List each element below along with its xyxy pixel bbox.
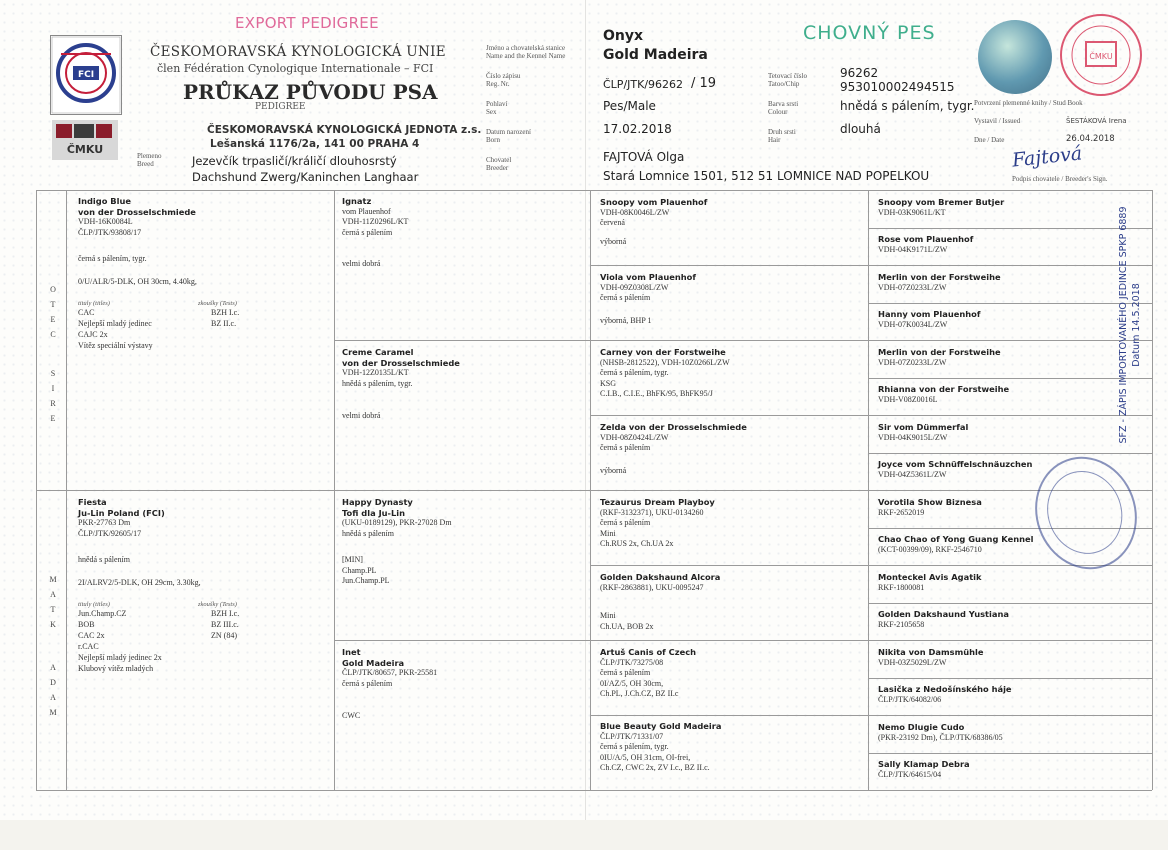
dam-reg-2: ČLP/JTK/92605/17 [78,528,142,538]
sire-reg-1: VDH-16K0084L [78,217,133,226]
fci-logo-text: FCI [77,70,95,80]
dam-name-1: Fiesta [78,497,107,507]
gen3-titles: Ch.PL, J.Ch.CZ, BZ II.c [600,689,679,698]
sire-exam-1: BZH I.c. [211,308,240,317]
sire-title-3: CAJC 2x [78,330,108,339]
sex-value: Pes/Male [603,99,656,113]
gen2-title-2: Jun.Champ.PL [342,576,390,585]
gen3-titles: Ch.UA, BOB 2x [600,621,654,631]
gen4-name: Sir vom Dümmerfal [878,422,969,432]
gen3-colour: černá s pálením [600,518,651,527]
dam-name-2: Ju-Lin Poland (FCI) [78,507,165,518]
breed-en: Dachshund Zwerg/Kaninchen Langhaar [192,170,419,184]
gen3-name: Artuš Canis of Czech [600,647,697,657]
gen4-reg: RKF-1800081 [878,582,925,592]
gen3-name: Blue Beauty Gold Madeira [600,721,722,731]
grid-right [1152,190,1153,790]
gen3-reg: ČLP/JTK/71331/07 [600,731,664,741]
gen4-name: Rhianna von der Forstweihe [878,384,1010,394]
stud-book-stamp [1060,14,1142,96]
issue-date: 26.04.2018 [1066,134,1115,144]
grid-gen2-row3 [334,640,1152,641]
import-registration-stamp: SFZ - ZÁPIS IMPORTOVANÉHO JEDINCE SPKP 6889 Datum 14.5.2018 [1118,206,1142,444]
dam-exam-3: ZN (84) [211,631,237,640]
reg-label: Číslo zápisu Reg. Nr. [486,72,521,88]
cmku-logo [52,120,118,160]
dam-title-4: r.CAC [78,642,99,651]
gen3-reg: ČLP/JTK/73275/08 [600,657,664,667]
gen4-name: Golden Dakshaund Yustiana [878,609,1009,619]
chip-number: 953010002494515 [840,80,955,94]
gen2-colour: černá s pálením [342,678,393,688]
club-address: Lešanská 1176/2a, 141 00 PRAHA 4 [210,138,420,150]
gen4-name: Snoopy vom Bremer Butjer [878,197,1005,207]
gen2-reg: VDH-11Z0296L/KT [342,217,409,226]
breeder-address: Stará Lomnice 1501, 512 51 LOMNICE NAD POPELKOU [603,169,930,183]
gen4-reg: VDH-07Z0233L/ZW [878,357,947,367]
gen4-reg: RKF-2652019 [878,507,925,517]
sire-title-2: Nejlepší mladý jedinec [78,319,152,328]
gen4-name: Nikita von Damsmühle [878,647,984,657]
gen2-rating: CWC [342,711,361,720]
gen4-reg: VDH-07K0034L/ZW [878,319,948,329]
union-name: ČESKOMORAVSKÁ KYNOLOGICKÁ UNIE [150,44,446,60]
gen3-reg: (NHSB-2812522), VDH-10Z0266L/ZW [600,357,730,367]
gen3-titles: Ch.RUS 2x, Ch.UA 2x [600,539,674,548]
dam-titles-label: tituly (titles) [78,601,110,608]
gen4-name: Chao Chao of Yong Guang Kennel [878,534,1034,544]
sire-exams-label: zkoušky (Tests) [198,300,237,307]
breed-cz: Jezevčík trpasličí/králičí dlouhosrstý [192,154,397,168]
gen3-cell [600,497,862,550]
gen3-titles: Ch.CZ, CWC 2x, ZV I.c., BZ II.c. [600,763,710,772]
dam-title-3: CAC 2x [78,631,105,640]
gen3-info: 0I/AZ/5, OH 30cm, [600,678,664,688]
gen4-name: Lasička z Nedošínského háje [878,684,1012,694]
sire-name-1: Indigo Blue [78,196,132,206]
gen4-name: Hanny vom Plauenhof [878,309,981,319]
grid-gen3-r3 [590,415,1152,416]
gen3-cell [600,197,862,247]
gen2-kennel: Gold Madeira [342,657,405,668]
stud-book-confirmation-label: Potvrzení plemenné knihy / Stud Book [974,99,1083,107]
colour-value: hnědá s pálením, tygr. [840,99,975,113]
grid-gen4-1 [868,228,1152,229]
grid-gen4-3 [868,303,1152,304]
gen4-cell [878,647,1148,668]
birth-date: 17.02.2018 [603,122,672,136]
gen3-name: Snoopy vom Plauenhof [600,197,708,207]
grid-bottom [36,790,1152,791]
signature-label: Podpis chovatele / Breeder's Sign. [1012,175,1108,183]
dam-cell [78,497,328,690]
colour-label: Barva srsti Colour [768,100,799,116]
gen2-reg: (UKU-0189129), PKR-27028 Dm [342,518,452,527]
gen3-reg: VDH-08Z0424L/ZW [600,432,669,442]
gen2-name: Inet [342,647,361,657]
gen3-colour: černá s pálením [600,443,651,452]
cmku-logo-text: ČMKU [66,143,104,156]
fci-membership: člen Fédération Cynologique Internationale – FCI [157,62,434,75]
grid-gen3-r1 [590,265,1152,266]
dam-exams-label: zkoušky (Tests) [198,601,237,608]
sire-health: 0/U/ALR/5-DLK, OH 30cm, 4.40kg, [78,276,197,286]
gen4-reg: (PKR-23192 Dm), ČLP/JTK/68386/05 [878,732,1003,742]
gen3-name: Zelda von der Drosselschmiede [600,422,747,432]
sire-title-4: Vítěz speciální výstavy [78,341,153,350]
dam-exam-2: BZ III.c. [211,620,239,629]
gen2-extra: [MIN] [342,555,363,564]
gen4-reg: ČLP/JTK/64082/06 [878,694,942,704]
gen2-name: Happy Dynasty [342,497,413,507]
date-label: Dne / Date [974,136,1005,144]
gen4-cell [878,347,1148,368]
gen2-title-1: Champ.PL [342,565,377,575]
gen3-titles: C.I.B., C.I.E., BhFK/95, BhFK95/J [600,389,713,398]
gen4-reg: VDH-04K9171L/ZW [878,244,948,254]
grid-gen4-15 [868,753,1152,754]
dam-title-2: BOB [78,620,95,629]
gen2-reg: VDH-12Z0135L/KT [342,368,409,377]
gen2-name: Ignatz [342,196,372,206]
gen3-info: Mini [600,611,616,620]
issued-label: Vystavil / Issued [974,117,1021,125]
sire-colour: černá s pálením, tygr. [78,254,147,263]
grid-gen4-5 [868,378,1152,379]
gen2-colour: černá s pálením [342,227,393,237]
hair-label: Druh srsti Hair [768,128,796,144]
dog-name-line2: Gold Madeira [603,47,708,63]
gen4-reg: (KCT-00399/09), RKF-2546710 [878,544,982,554]
gen3-reg: (RKF-2863881), UKU-0095247 [600,582,704,592]
sire-titles-label: tituly (titles) [78,300,110,307]
gen4-cell [878,572,1148,593]
gen3-info: Mini [600,528,616,538]
gen4-reg: VDH-03Z5029L/ZW [878,657,947,667]
grid-gen3-r5 [590,565,1152,566]
gen3-info: 0IU/A/5, OH 31cm, OI-frei, [600,752,691,762]
tattoo-label: Tetovací číslo Tatoo/Chip [768,72,807,88]
gen4-name: Vorotila Show Biznesa [878,497,982,507]
gen4-name: Joyce vom Schnüffelschnäuzchen [878,459,1033,469]
gen2-colour: hnědá s pálením, tygr. [342,378,413,388]
gen2-cell [342,196,582,270]
born-label: Datum narození Born [486,128,531,144]
grid-gen2-row1 [334,340,1152,341]
gen4-cell [878,384,1148,405]
gen4-cell [878,309,1148,330]
gen3-info: výborná [600,236,627,246]
gen3-colour: černá s pálením, tygr. [600,368,669,377]
gen3-cell [600,422,862,476]
gen3-info: výborná [600,465,627,475]
gen2-rating: velmi dobrá [342,259,381,268]
dam-reg-1: PKR-27763 Dm [78,518,131,527]
gen3-colour: černá s pálením, tygr. [600,742,669,751]
sire-reg-2: ČLP/JTK/93808/17 [78,227,142,237]
breed-label: Plemeno Breed [137,152,162,168]
sire-name-2: von der Drosselschmiede [78,206,196,217]
gen2-kennel: vom Plauenhof [342,206,391,216]
dam-title-5: Nejlepší mladý jedinec 2x [78,653,162,662]
gen3-reg: VDH-09Z0308L/ZW [600,282,669,292]
gen4-reg: VDH-04K9015L/ZW [878,432,948,442]
gen3-info: KSG [600,378,617,388]
grid-gen4-7 [868,453,1152,454]
gen2-cell [342,497,582,587]
stud-stamp-text: ČMKU [1089,52,1113,61]
gen2-kennel: von der Drosselschmiede [342,357,460,368]
breeding-dog-stamp: CHOVNÝ PES [803,22,936,44]
gen3-name: Golden Dakshaund Alcora [600,572,721,582]
dog-name-line1: Onyx [603,28,644,44]
gen4-cell [878,197,1148,218]
gen2-cell [342,347,582,422]
gen4-reg: VDH-07Z0233L/ZW [878,282,947,292]
gen3-colour: černá s pálením [600,668,651,677]
hologram-seal [978,20,1052,94]
dam-title-1: Jun.Champ.CZ [78,609,127,618]
gen3-cell [600,572,862,632]
dam-side-label: M A T K A D A M [49,575,57,717]
gen4-cell [878,684,1148,705]
gen4-name: Rose vom Plauenhof [878,234,974,244]
gen3-name: Carney von der Forstweihe [600,347,726,357]
gen2-cell [342,647,582,722]
sire-side-label: O T E C S I R E [50,285,56,423]
breeder-signature: Fajtová [1011,142,1084,172]
gen2-colour: hnědá s pálením [342,528,394,538]
gen4-cell [878,272,1148,293]
gen4-cell [878,759,1148,780]
gen4-cell [878,234,1148,255]
sire-cell [78,196,328,361]
dam-health: 2I/ALRV2/5-DLK, OH 29cm, 3.30kg, [78,577,201,587]
document-title: PRŮKAZ PŮVODU PSA [183,80,438,104]
gen3-cell [600,721,862,774]
name-label: Jméno a chovatelská stanice Name and the Kennel Name [486,44,566,60]
gen4-cell [878,722,1148,743]
grid-col2 [334,190,335,790]
gen3-cell [600,647,862,700]
gen4-name: Merlin von der Forstweihe [878,347,1001,357]
dam-title-6: Klubový vítěz mladých [78,664,154,673]
gen2-reg: ČLP/JTK/80657, PKR-25581 [342,668,438,677]
gen4-reg: VDH-V08Z0016L [878,394,938,404]
dam-exam-1: BZH I.c. [211,609,240,618]
page-fold [585,0,586,820]
gen4-reg: RKF-2105658 [878,619,925,629]
gen2-rating: velmi dobrá [342,411,381,420]
fci-logo [50,35,122,115]
gen4-reg: ČLP/JTK/64615/04 [878,769,942,779]
grid-gen4-11 [868,603,1152,604]
gen3-cell [600,272,862,326]
gen4-name: Merlin von der Forstweihe [878,272,1001,282]
gen2-kennel: Tofi dla Ju-Lin [342,507,406,518]
reg-number: ČLP/JTK/96262 [603,78,684,91]
dam-colour: hnědá s pálením [78,555,130,564]
gen3-colour: černá s pálením [600,293,651,302]
reg-suffix: / 19 [691,76,717,91]
sire-title-1: CAC [78,308,95,317]
gen4-cell [878,422,1148,443]
grid-gen3-r7 [590,715,1152,716]
gen3-colour: červená [600,218,625,227]
gen3-info: výborná, BHP 1 [600,315,652,325]
gen4-name: Monteckel Avis Agatik [878,572,982,582]
grid-left [36,190,37,790]
grid-side-col [66,190,67,790]
gen4-reg: VDH-04Z5361L/ZW [878,469,947,479]
gen4-cell [878,609,1148,630]
hair-value: dlouhá [840,122,881,136]
club-name: ČESKOMORAVSKÁ KYNOLOGICKÁ JEDNOTA z.s. [207,124,482,136]
grid-col3 [590,190,591,790]
tattoo-number: 96262 [840,66,879,80]
grid-top [36,190,1152,191]
breeder-label: Chovatel Breeder [486,156,512,172]
grid-col4 [868,190,869,790]
export-pedigree-title: EXPORT PEDIGREE [235,14,379,32]
gen4-name: Nemo Dlugie Cudo [878,722,965,732]
gen4-name: Sally Klamap Debra [878,759,970,769]
grid-mid [36,490,1152,491]
grid-gen4-13 [868,678,1152,679]
gen3-cell [600,347,862,400]
gen3-name: Viola vom Plauenhof [600,272,696,282]
sire-exam-2: BZ II.c. [211,319,237,328]
gen3-name: Tezaurus Dream Playboy [600,497,715,507]
gen3-reg: (RKF-3132371), UKU-0134260 [600,507,704,517]
issued-by: ŠESTÁKOVÁ Irena [1066,117,1127,125]
breeder-name: FAJTOVÁ Olga [603,150,685,164]
sex-label: Pohlaví Sex [486,100,508,116]
document-subtitle: PEDIGREE [255,102,306,112]
gen2-name: Creme Caramel [342,347,414,357]
gen4-reg: VDH-03K9061L/KT [878,207,946,217]
gen3-reg: VDH-08K0046L/ZW [600,207,670,217]
